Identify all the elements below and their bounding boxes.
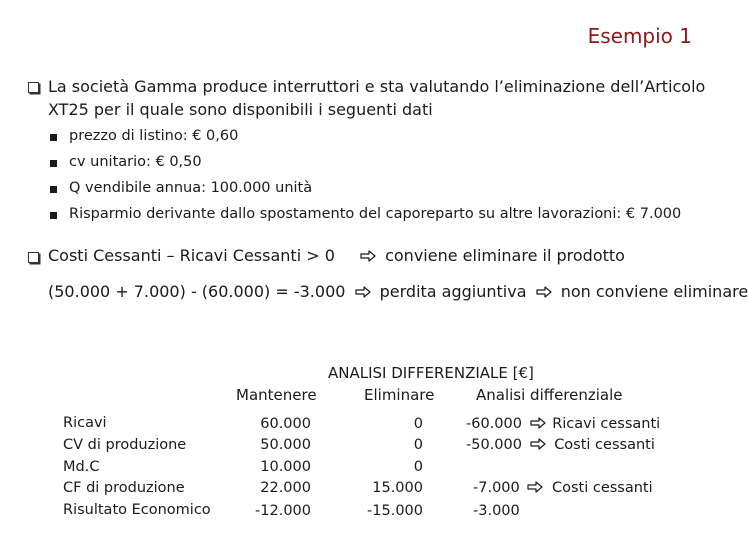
intro-line-2: XT25 per il quale sono disponibili i seguenti dati (48, 100, 433, 119)
square-bullet-icon (50, 134, 57, 141)
cell-elim-revenue: 0 (413, 416, 423, 432)
checkbox-bullet-icon (28, 252, 39, 263)
data-item-price: prezzo di listino: € 0,60 (69, 128, 239, 144)
diff-note: Costi cessanti (554, 437, 655, 453)
cell-keep-variable-cost: 50.000 (260, 437, 311, 453)
calculation-expression: (50.000 + 7.000) - (60.000) = -3.000 (48, 282, 346, 301)
hollow-arrow-icon (530, 417, 546, 429)
row-label-fixed-cost: CF di produzione (63, 480, 185, 496)
data-item-savings: Risparmio derivante dallo spostamento del caporeparto su altre lavorazioni: € 7.000 (69, 206, 682, 222)
square-bullet-icon (50, 212, 57, 219)
intro-line-1: La società Gamma produce interruttori e sta valutando l’eliminazione dell’Articolo (48, 77, 706, 96)
cell-elim-variable-cost: 0 (413, 437, 423, 453)
rule-conclusion: conviene eliminare il prodotto (385, 246, 625, 265)
diff-note: Costi cessanti (551, 480, 653, 496)
hollow-arrow-icon (527, 481, 543, 493)
row-label-revenue: Ricavi (63, 415, 107, 431)
diff-value: -7.000 (473, 480, 520, 496)
checkbox-bullet-icon (28, 82, 39, 93)
column-header-keep: Mantenere (236, 386, 317, 404)
rule-text: Costi Cessanti – Ricavi Cessanti > 0 (48, 246, 335, 265)
cell-elim-contribution-margin: 0 (413, 459, 423, 475)
column-header-differential: Analisi differenziale (476, 386, 623, 404)
data-item-quantity: Q vendibile annua: 100.000 unità (69, 180, 313, 196)
column-header-eliminate: Eliminare (364, 386, 435, 404)
cell-diff-result: -3.000 (473, 503, 520, 519)
diff-value: -50.000 (466, 437, 522, 453)
page-title: Esempio 1 (587, 24, 692, 48)
hollow-arrow-icon (536, 286, 552, 298)
diff-value: -60.000 (466, 416, 522, 432)
calculation-loss: perdita aggiuntiva (379, 282, 527, 301)
row-label-variable-cost: CV di produzione (63, 437, 187, 453)
calculation-verdict: non conviene eliminare (560, 282, 748, 301)
rule-line (48, 246, 625, 265)
calculation-line (48, 282, 748, 301)
cell-keep-fixed-cost: 22.000 (260, 480, 311, 496)
square-bullet-icon (50, 186, 57, 193)
cell-diff-variable-cost (466, 437, 655, 453)
cell-keep-revenue: 60.000 (260, 416, 311, 432)
hollow-arrow-icon (355, 286, 371, 298)
cell-diff-revenue (466, 416, 660, 432)
cell-keep-contribution-margin: 10.000 (260, 459, 311, 475)
cell-elim-fixed-cost: 15.000 (372, 480, 423, 496)
diff-note: Ricavi cessanti (552, 416, 661, 432)
square-bullet-icon (50, 160, 57, 167)
cell-diff-fixed-cost (473, 480, 653, 496)
row-label-result: Risultato Economico (63, 502, 211, 518)
hollow-arrow-icon (530, 438, 546, 450)
table-title: ANALISI DIFFERENZIALE [€] (328, 364, 534, 382)
hollow-arrow-icon (360, 250, 376, 262)
row-label-contribution-margin: Md.C (63, 459, 100, 475)
cell-elim-result: -15.000 (367, 503, 423, 519)
cell-keep-result: -12.000 (255, 503, 311, 519)
data-item-cv: cv unitario: € 0,50 (69, 154, 202, 170)
